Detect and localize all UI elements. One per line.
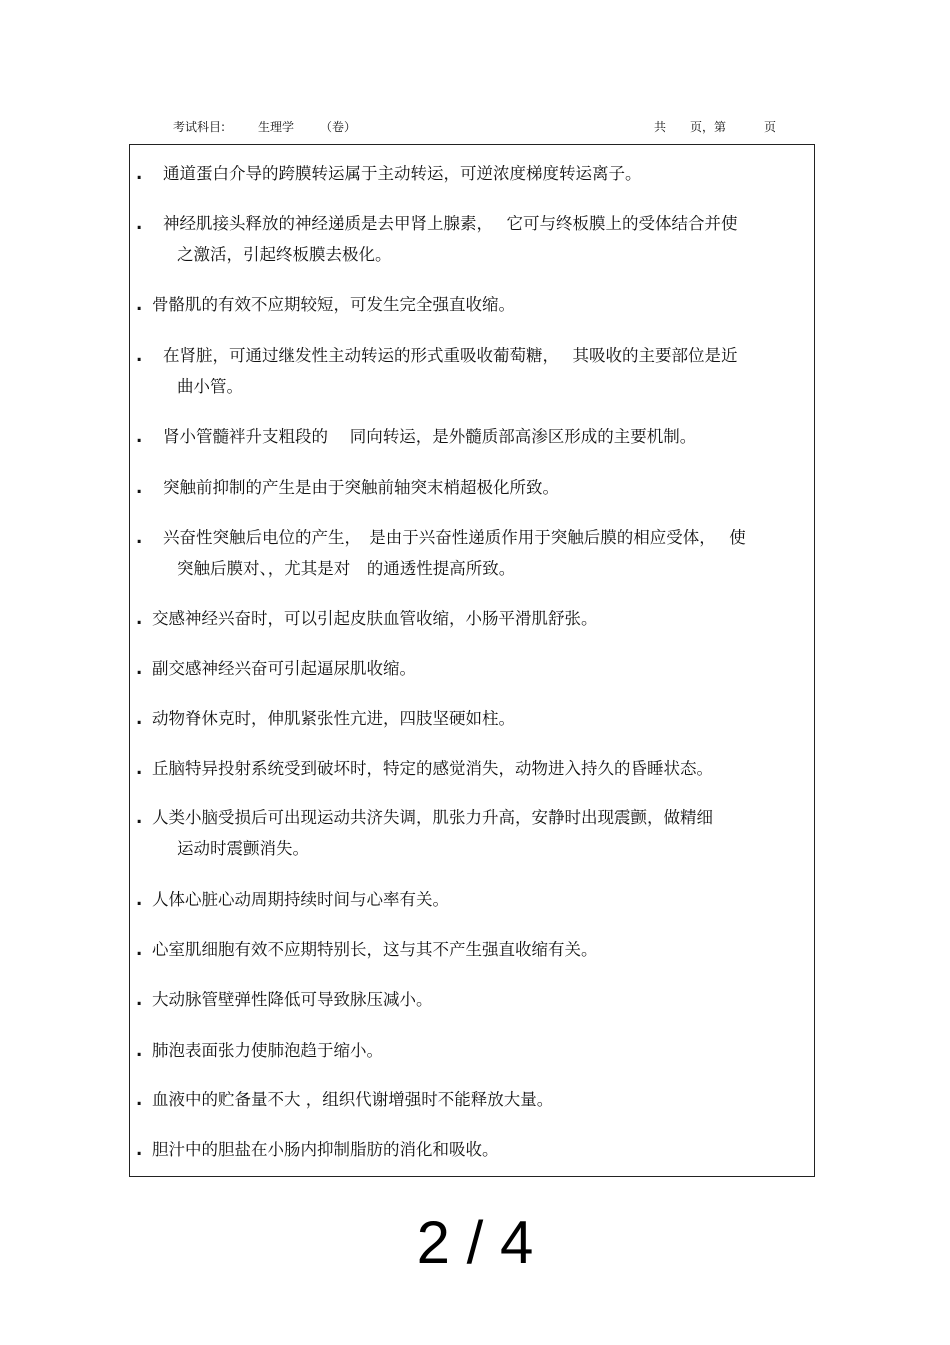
question-text: 在肾脏，可通过继发性主动转运的形式重吸收葡萄糖， 其吸收的主要部位是近 <box>163 346 738 365</box>
question-bullet: . <box>136 214 143 233</box>
question-bullet: . <box>136 940 143 959</box>
question-text: 肾小管髓袢升支粗段的 同向转运，是外髓质部高渗区形成的主要机制。 <box>163 427 697 446</box>
question-bullet: . <box>136 346 143 365</box>
question-text-continued: 突触后膜对、，尤其是对 的通透性提高所致。 <box>177 559 516 578</box>
question-bullet: . <box>136 759 143 778</box>
question-bullet: . <box>136 1140 143 1159</box>
question-bullet: . <box>136 295 143 314</box>
question-text: 骨骼肌的有效不应期较短，可发生完全强直收缩。 <box>152 295 515 314</box>
paper-label: （卷） <box>320 120 357 134</box>
question-bullet: . <box>136 478 143 497</box>
page-label: 页 <box>764 120 777 134</box>
question-text: 血液中的贮备量不大 ，组织代谢增强时不能释放大量。 <box>152 1090 554 1109</box>
question-text: 神经肌接头释放的神经递质是去甲肾上腺素， 它可与终板膜上的受体结合并使 <box>163 214 738 233</box>
question-bullet: . <box>136 659 143 678</box>
subject-name: 生理学 <box>258 120 295 134</box>
question-text: 丘脑特异投射系统受到破坏时，特定的感觉消失，动物进入持久的昏睡状态。 <box>152 759 713 778</box>
question-text: 肺泡表面张力使肺泡趋于缩小。 <box>152 1041 383 1060</box>
question-text: 兴奋性突触后电位的产生， 是由于兴奋性递质作用于突触后膜的相应受体， 使 <box>163 528 746 547</box>
question-bullet: . <box>136 528 143 547</box>
question-text: 突触前抑制的产生是由于突触前轴突末梢超极化所致。 <box>163 478 559 497</box>
question-text: 大动脉管壁弹性降低可导致脉压减小。 <box>152 990 433 1009</box>
question-text: 胆汁中的胆盐在小肠内抑制脂肪的消化和吸收。 <box>152 1140 499 1159</box>
question-text: 人类小脑受损后可出现运动共济失调，肌张力升高，安静时出现震颤，做精细 <box>152 808 713 827</box>
question-text: 交感神经兴奋时，可以引起皮肤血管收缩，小肠平滑肌舒张。 <box>152 609 598 628</box>
total-label: 共 <box>654 120 667 134</box>
question-bullet: . <box>136 1041 143 1060</box>
question-box <box>129 144 815 1177</box>
question-text-continued: 运动时震颤消失。 <box>177 839 309 858</box>
page-number: 2 / 4 <box>416 1209 534 1276</box>
page-of-label: 页，第 <box>690 120 727 134</box>
question-bullet: . <box>136 890 143 909</box>
question-text-continued: 之激活，引起终板膜去极化。 <box>177 245 392 264</box>
question-text-continued: 曲小管。 <box>177 377 243 396</box>
exam-header <box>0 118 950 138</box>
question-text: 副交感神经兴奋可引起逼尿肌收缩。 <box>152 659 416 678</box>
question-bullet: . <box>136 709 143 728</box>
subject-label: 考试科目: <box>173 120 226 134</box>
question-bullet: . <box>136 609 143 628</box>
question-text: 动物脊休克时，伸肌紧张性亢进，四肢坚硬如柱。 <box>152 709 515 728</box>
question-bullet: . <box>136 164 143 183</box>
question-text: 通道蛋白介导的跨膜转运属于主动转运，可逆浓度梯度转运离子。 <box>163 164 642 183</box>
question-bullet: . <box>136 1090 143 1109</box>
question-bullet: . <box>136 990 143 1009</box>
question-text: 人体心脏心动周期持续时间与心率有关。 <box>152 890 449 909</box>
question-bullet: . <box>136 808 143 827</box>
question-text: 心室肌细胞有效不应期特别长，这与其不产生强直收缩有关。 <box>152 940 598 959</box>
question-bullet: . <box>136 427 143 446</box>
